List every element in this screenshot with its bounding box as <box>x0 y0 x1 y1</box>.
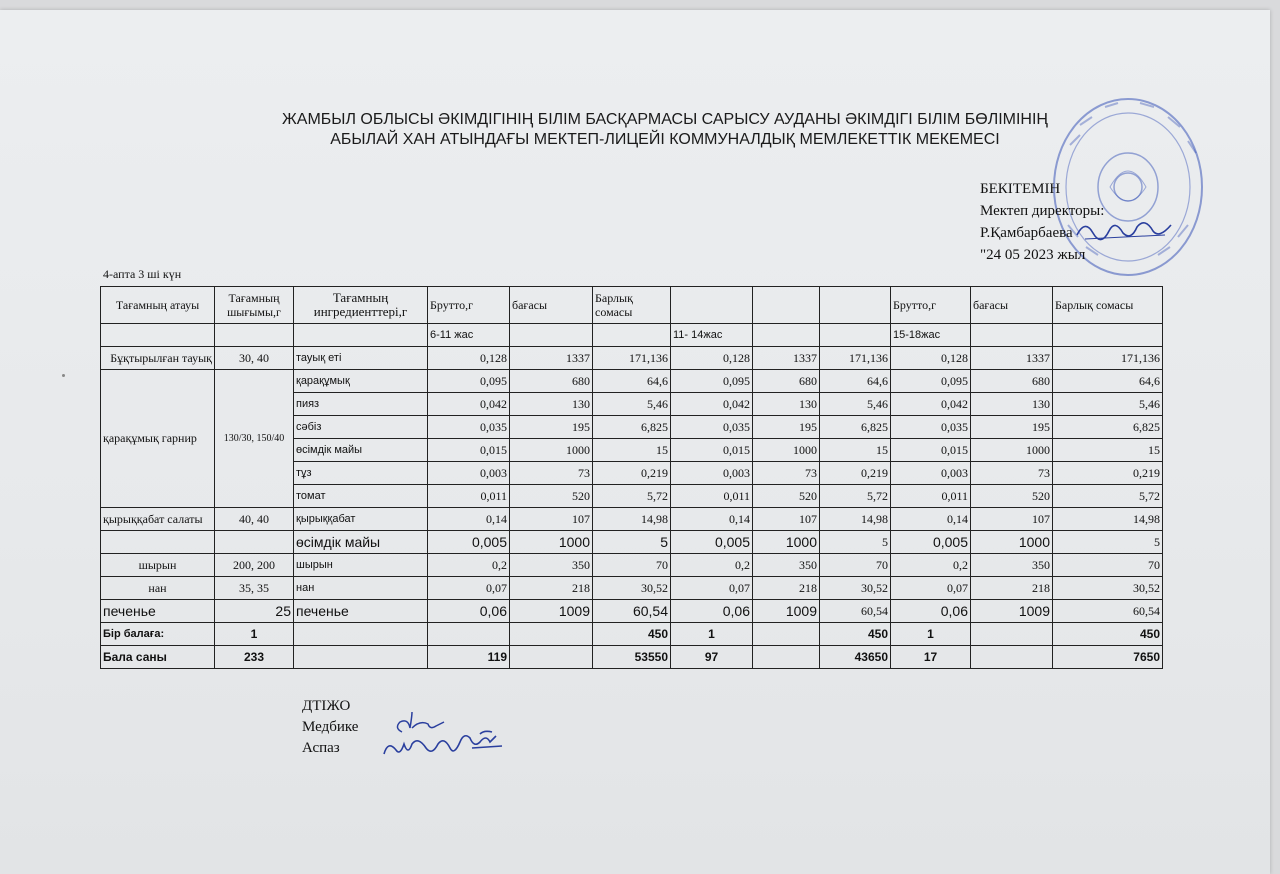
total-cell: 70 <box>593 554 671 577</box>
brutto-cell: 0,07 <box>428 577 510 600</box>
age-group-2: 11- 14жас <box>671 324 753 347</box>
total-cell: 30,52 <box>1053 577 1163 600</box>
brutto-cell: 0,095 <box>671 370 753 393</box>
ingredient: қарақұмық <box>294 370 428 393</box>
price-cell: 218 <box>971 577 1053 600</box>
per-child-label: Бір балаға: <box>101 623 215 646</box>
total-cell: 70 <box>1053 554 1163 577</box>
table-row <box>101 347 1163 370</box>
price-cell: 1337 <box>753 347 820 370</box>
brutto-cell: 0,015 <box>891 439 971 462</box>
dish-name: қырыққабат салаты <box>101 508 215 531</box>
total-cell: 64,6 <box>820 370 891 393</box>
per-child-total-2: 450 <box>820 623 891 646</box>
price-cell: 1000 <box>971 439 1053 462</box>
table-row <box>101 577 1163 600</box>
children-count-1: 119 <box>428 646 510 669</box>
brutto-cell: 0,14 <box>671 508 753 531</box>
brutto-cell: 0,003 <box>428 462 510 485</box>
total-cell: 5,46 <box>1053 393 1163 416</box>
price-cell: 520 <box>971 485 1053 508</box>
dish-name: Бұқтырылған тауық <box>101 347 215 370</box>
price-cell: 130 <box>753 393 820 416</box>
brutto-cell: 0,128 <box>671 347 753 370</box>
children-sum-2: 43650 <box>820 646 891 669</box>
per-child-row <box>101 623 1163 646</box>
approve-name: Р.Қамбарбаева <box>980 225 1073 241</box>
brutto-cell: 0,042 <box>671 393 753 416</box>
brutto-cell: 0,015 <box>671 439 753 462</box>
total-cell: 14,98 <box>820 508 891 531</box>
brutto-cell: 0,042 <box>428 393 510 416</box>
brutto-cell: 0,06 <box>891 600 971 623</box>
price-cell: 350 <box>971 554 1053 577</box>
price-cell: 1337 <box>971 347 1053 370</box>
brutto-cell: 0,2 <box>891 554 971 577</box>
age-group-row <box>101 324 1163 347</box>
total-cell: 30,52 <box>820 577 891 600</box>
price-cell: 107 <box>510 508 593 531</box>
brutto-cell: 0,011 <box>671 485 753 508</box>
ingredient: томат <box>294 485 428 508</box>
total-cell: 171,136 <box>820 347 891 370</box>
children-sum-1: 53550 <box>593 646 671 669</box>
children-count-label: Бала саны <box>101 646 215 669</box>
total-cell: 5 <box>820 531 891 554</box>
dish-yield: 30, 40 <box>215 347 294 370</box>
price-cell: 1000 <box>510 531 593 554</box>
brutto-cell: 0,035 <box>671 416 753 439</box>
per-child-count-3: 1 <box>891 623 971 646</box>
children-count-row <box>101 646 1163 669</box>
total-cell: 14,98 <box>1053 508 1163 531</box>
price-cell: 195 <box>510 416 593 439</box>
brutto-cell: 0,005 <box>891 531 971 554</box>
ingredient: нан <box>294 577 428 600</box>
week-day-label: 4-апта 3 ші күн <box>103 267 182 281</box>
footer-cook: Аспаз <box>302 740 340 756</box>
dish-name: шырын <box>101 554 215 577</box>
children-total: 233 <box>215 646 294 669</box>
col-dish: Тағамның атауы <box>101 287 215 324</box>
total-cell: 60,54 <box>1053 600 1163 623</box>
price-cell: 195 <box>971 416 1053 439</box>
price-cell: 218 <box>753 577 820 600</box>
director-signature <box>1075 215 1175 245</box>
ingredient: тауық еті <box>294 347 428 370</box>
total-cell: 0,219 <box>820 462 891 485</box>
per-child-count: 1 <box>215 623 294 646</box>
price-cell: 1000 <box>971 531 1053 554</box>
total-cell: 5,46 <box>820 393 891 416</box>
dish-yield: 200, 200 <box>215 554 294 577</box>
total-cell: 5 <box>1053 531 1163 554</box>
dish-yield: 40, 40 <box>215 508 294 531</box>
total-cell: 5 <box>593 531 671 554</box>
total-cell: 15 <box>1053 439 1163 462</box>
total-cell: 15 <box>820 439 891 462</box>
footer-nurse: Медбике <box>302 719 359 735</box>
price-cell: 1009 <box>971 600 1053 623</box>
ingredient: тұз <box>294 462 428 485</box>
approve-title: БЕКІТЕМІН <box>980 181 1061 197</box>
table-row <box>101 554 1163 577</box>
document-sheet <box>0 10 1270 874</box>
total-cell: 5,72 <box>820 485 891 508</box>
price-cell: 1000 <box>753 439 820 462</box>
total-cell: 5,46 <box>593 393 671 416</box>
price-cell: 107 <box>753 508 820 531</box>
col-total: Барлық сомасы <box>593 287 671 324</box>
brutto-cell: 0,035 <box>428 416 510 439</box>
brutto-cell: 0,14 <box>428 508 510 531</box>
approve-role: Мектеп директоры: <box>980 203 1105 219</box>
brutto-cell: 0,2 <box>671 554 753 577</box>
brutto-cell: 0,003 <box>891 462 971 485</box>
children-count-2: 97 <box>671 646 753 669</box>
table-row <box>101 600 1163 623</box>
brutto-cell: 0,011 <box>891 485 971 508</box>
brutto-cell: 0,011 <box>428 485 510 508</box>
total-cell: 6,825 <box>1053 416 1163 439</box>
ingredient: шырын <box>294 554 428 577</box>
price-cell: 1337 <box>510 347 593 370</box>
ingredient: пияз <box>294 393 428 416</box>
brutto-cell: 0,06 <box>428 600 510 623</box>
footer-dtizho: ДТІЖО <box>302 698 351 714</box>
ingredient: печенье <box>294 600 428 623</box>
table-header-row <box>101 287 1163 324</box>
price-cell: 680 <box>510 370 593 393</box>
price-cell: 218 <box>510 577 593 600</box>
price-cell: 350 <box>510 554 593 577</box>
col-price-3: бағасы <box>971 287 1053 324</box>
total-cell: 0,219 <box>1053 462 1163 485</box>
col-yield: Тағамның шығымы,г <box>215 287 294 324</box>
header-line-1: ЖАМБЫЛ ОБЛЫСЫ ӘКІМДІГІНІҢ БІЛІМ БАСҚАРМАСЫ САРЫСУ АУДАНЫ ӘКІМДІГІ БІЛІМ БӨЛІМІНІҢ <box>282 111 1048 128</box>
price-cell: 73 <box>971 462 1053 485</box>
price-cell: 107 <box>971 508 1053 531</box>
price-cell: 195 <box>753 416 820 439</box>
ingredient: өсімдік майы <box>294 439 428 462</box>
dish-yield: 130/30, 150/40 <box>215 370 294 508</box>
cook-signature <box>380 728 510 766</box>
brutto-cell: 0,005 <box>671 531 753 554</box>
dish-name: нан <box>101 577 215 600</box>
total-cell: 171,136 <box>593 347 671 370</box>
paper-mark <box>62 374 65 377</box>
brutto-cell: 0,095 <box>428 370 510 393</box>
menu-table <box>100 286 1163 669</box>
per-child-total-3: 450 <box>1053 623 1163 646</box>
price-cell: 73 <box>510 462 593 485</box>
signatures-block <box>302 696 358 759</box>
total-cell: 30,52 <box>593 577 671 600</box>
brutto-cell: 0,128 <box>428 347 510 370</box>
col-total-3: Барлық сомасы <box>1053 287 1163 324</box>
age-group-1: 6-11 жас <box>428 324 510 347</box>
age-group-3: 15-18жас <box>891 324 971 347</box>
dish-yield: 35, 35 <box>215 577 294 600</box>
total-cell: 14,98 <box>593 508 671 531</box>
header-line-2: АБЫЛАЙ ХАН АТЫНДАҒЫ МЕКТЕП-ЛИЦЕЙІ КОММУНАЛДЫҚ МЕМЛЕКЕТТІК МЕКЕМЕСІ <box>330 131 1000 148</box>
ingredient: өсімдік майы <box>294 531 428 554</box>
total-cell: 6,825 <box>593 416 671 439</box>
brutto-cell: 0,2 <box>428 554 510 577</box>
document-header <box>150 110 1180 150</box>
price-cell: 130 <box>510 393 593 416</box>
brutto-cell: 0,14 <box>891 508 971 531</box>
per-child-count-2: 1 <box>671 623 753 646</box>
price-cell: 680 <box>971 370 1053 393</box>
price-cell: 520 <box>753 485 820 508</box>
table-row <box>101 370 1163 393</box>
dish-name: қарақұмық гарнир <box>101 370 215 508</box>
price-cell: 1000 <box>753 531 820 554</box>
brutto-cell: 0,035 <box>891 416 971 439</box>
per-child-total-1: 450 <box>593 623 671 646</box>
dish-yield <box>215 531 294 554</box>
total-cell: 64,6 <box>1053 370 1163 393</box>
brutto-cell: 0,015 <box>428 439 510 462</box>
price-cell: 680 <box>753 370 820 393</box>
total-cell: 60,54 <box>820 600 891 623</box>
dish-name <box>101 531 215 554</box>
total-cell: 0,219 <box>593 462 671 485</box>
brutto-cell: 0,095 <box>891 370 971 393</box>
price-cell: 1009 <box>753 600 820 623</box>
ingredient: сәбіз <box>294 416 428 439</box>
total-cell: 6,825 <box>820 416 891 439</box>
ingredient: қырыққабат <box>294 508 428 531</box>
total-cell: 64,6 <box>593 370 671 393</box>
brutto-cell: 0,005 <box>428 531 510 554</box>
total-cell: 5,72 <box>593 485 671 508</box>
brutto-cell: 0,07 <box>891 577 971 600</box>
total-cell: 60,54 <box>593 600 671 623</box>
brutto-cell: 0,003 <box>671 462 753 485</box>
children-sum-3: 7650 <box>1053 646 1163 669</box>
dish-name: печенье <box>101 600 215 623</box>
total-cell: 171,136 <box>1053 347 1163 370</box>
price-cell: 1000 <box>510 439 593 462</box>
price-cell: 130 <box>971 393 1053 416</box>
total-cell: 70 <box>820 554 891 577</box>
table-row <box>101 531 1163 554</box>
brutto-cell: 0,042 <box>891 393 971 416</box>
col-brutto-3: Брутто,г <box>891 287 971 324</box>
brutto-cell: 0,06 <box>671 600 753 623</box>
col-ingredients: Тағамның ингредиенттері,г <box>294 287 428 324</box>
approve-date: "24 05 2023 жыл <box>980 247 1086 263</box>
dish-yield: 25 <box>215 600 294 623</box>
price-cell: 520 <box>510 485 593 508</box>
col-price: бағасы <box>510 287 593 324</box>
total-cell: 15 <box>593 439 671 462</box>
price-cell: 1009 <box>510 600 593 623</box>
children-count-3: 17 <box>891 646 971 669</box>
brutto-cell: 0,07 <box>671 577 753 600</box>
table-row <box>101 508 1163 531</box>
brutto-cell: 0,128 <box>891 347 971 370</box>
total-cell: 5,72 <box>1053 485 1163 508</box>
price-cell: 350 <box>753 554 820 577</box>
col-brutto: Брутто,г <box>428 287 510 324</box>
price-cell: 73 <box>753 462 820 485</box>
